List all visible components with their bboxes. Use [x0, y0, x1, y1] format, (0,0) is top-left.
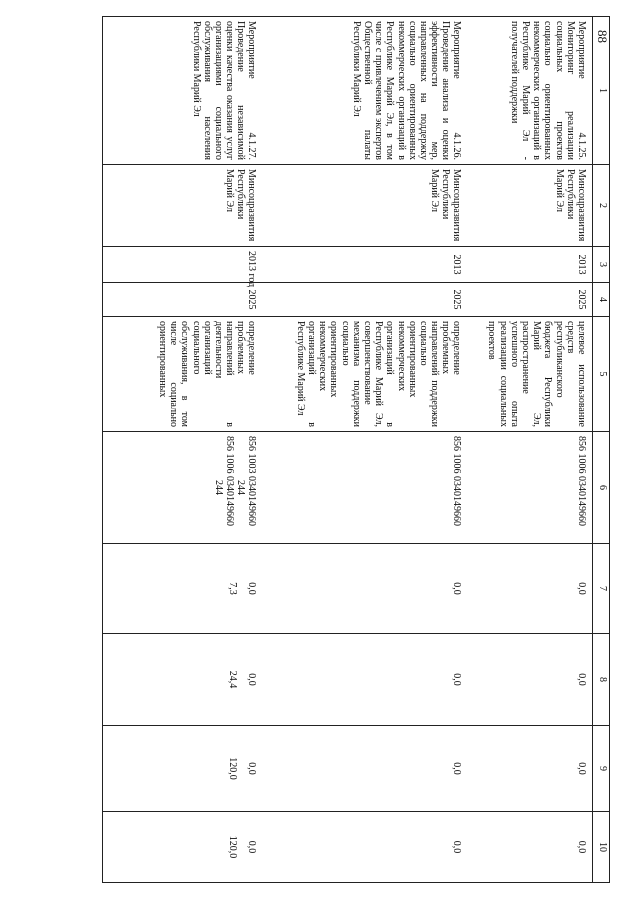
value: 0,0: [451, 840, 463, 854]
value-cell: [103, 812, 263, 883]
header-row: [593, 17, 610, 883]
value-cell: [103, 544, 263, 634]
value-cell: [103, 726, 263, 812]
activity-name-cell: Мероприятие 4.1.26. Проведение анализа и оценки эффективности мер, направленных на поддержку социально ориентированных некоммерческих организаций в Республике Марий Эл, в том числе с привлечением экспертов Общественной палаты Республики Марий Эл: [263, 17, 468, 165]
value: 0,0: [246, 673, 258, 686]
value: 0,0: [451, 673, 463, 686]
value: 24,4: [227, 670, 239, 689]
end-year-cell: 2025: [263, 283, 468, 317]
budget-code: 856 1006 0340149660: [576, 436, 587, 526]
expected-result-cell: определение проблемных направлений поддержки социально ориентированных некоммерческих организаций в Республике Марий Эл, совершенствование механизма поддержки социально ориентированных некоммерческих организаций в Республике Марий Эл: [263, 317, 468, 432]
start-year-cell: 2013: [468, 247, 593, 283]
rotated-page: [90, 16, 610, 882]
value: 120,0: [227, 757, 239, 780]
value-cell: [263, 634, 468, 726]
end-year-cell: 2025: [468, 283, 593, 317]
value: 0,0: [246, 840, 258, 854]
column-header: 6: [593, 432, 610, 544]
value-cell: [263, 544, 468, 634]
value-cell: [263, 812, 468, 883]
start-year-cell: 2013: [263, 247, 468, 283]
table-row: [263, 17, 468, 883]
activity-name-cell: Мероприятие 4.1.27. Проведение независимой оценки качества оказания услуг организациями социального обслуживания населения Республики Марий Эл: [103, 17, 263, 165]
column-header: 2: [593, 165, 610, 247]
value: 0,0: [451, 762, 463, 775]
activity-name-cell: Мероприятие 4.1.25. Мониторинг реализации социальных проектов социально ориентированных некоммерческих организаций в Республике Марий Эл - получателей поддержки: [468, 17, 593, 165]
executor-cell: Минсоцразвития Республики Марий Эл: [263, 165, 468, 247]
value: 0,0: [576, 582, 587, 595]
column-header: 1: [593, 17, 610, 165]
value: 0,0: [576, 762, 587, 775]
expected-result-cell: определение проблемных направлений в деятельности организаций социального обслуживания, в том числе социально ориентированных: [103, 317, 263, 432]
value-cell: [468, 812, 593, 883]
end-year-cell: 2025: [103, 283, 263, 317]
budget-code-cell: [468, 432, 593, 544]
budget-subcode: 244: [235, 480, 247, 495]
page-number: 88: [595, 30, 610, 43]
budget-code: 856 1006 0340149660: [224, 436, 236, 526]
value: 0,0: [451, 582, 463, 595]
executor-cell: Минсоцразвития Республики Марий Эл: [103, 165, 263, 247]
value: 7,3: [227, 582, 239, 595]
start-year-cell: 2013 год: [103, 247, 263, 283]
value: 0,0: [576, 673, 587, 686]
column-header: 4: [593, 283, 610, 317]
budget-code-cell: [103, 432, 263, 544]
column-header: 5: [593, 317, 610, 432]
value: 0,0: [246, 582, 258, 595]
value-cell: [103, 634, 263, 726]
value-cell: [468, 726, 593, 812]
budget-code: 856 1006 0340149660: [451, 436, 463, 526]
executor-cell: Минсоцразвития Республики Марий Эл: [468, 165, 593, 247]
expected-result-cell: целевое использование средств республиканского бюджета Республики Марий Эл, распространение успешного опыта реализации социальных проектов: [468, 317, 593, 432]
value-cell: [263, 726, 468, 812]
value: 0,0: [576, 840, 587, 854]
program-activities-table: [102, 16, 610, 883]
budget-code: 856 1003 0340149660: [246, 436, 258, 526]
column-header: 9: [593, 726, 610, 812]
table-row: [468, 17, 593, 883]
table-row: [103, 17, 263, 883]
value: 0,0: [246, 762, 258, 775]
budget-subcode: 244: [212, 480, 224, 495]
column-header: 3: [593, 247, 610, 283]
column-header: 7: [593, 544, 610, 634]
value-cell: [468, 634, 593, 726]
budget-code-cell: [263, 432, 468, 544]
value: 120,0: [227, 835, 239, 859]
value-cell: [468, 544, 593, 634]
column-header: 10: [593, 812, 610, 883]
column-header: 8: [593, 634, 610, 726]
